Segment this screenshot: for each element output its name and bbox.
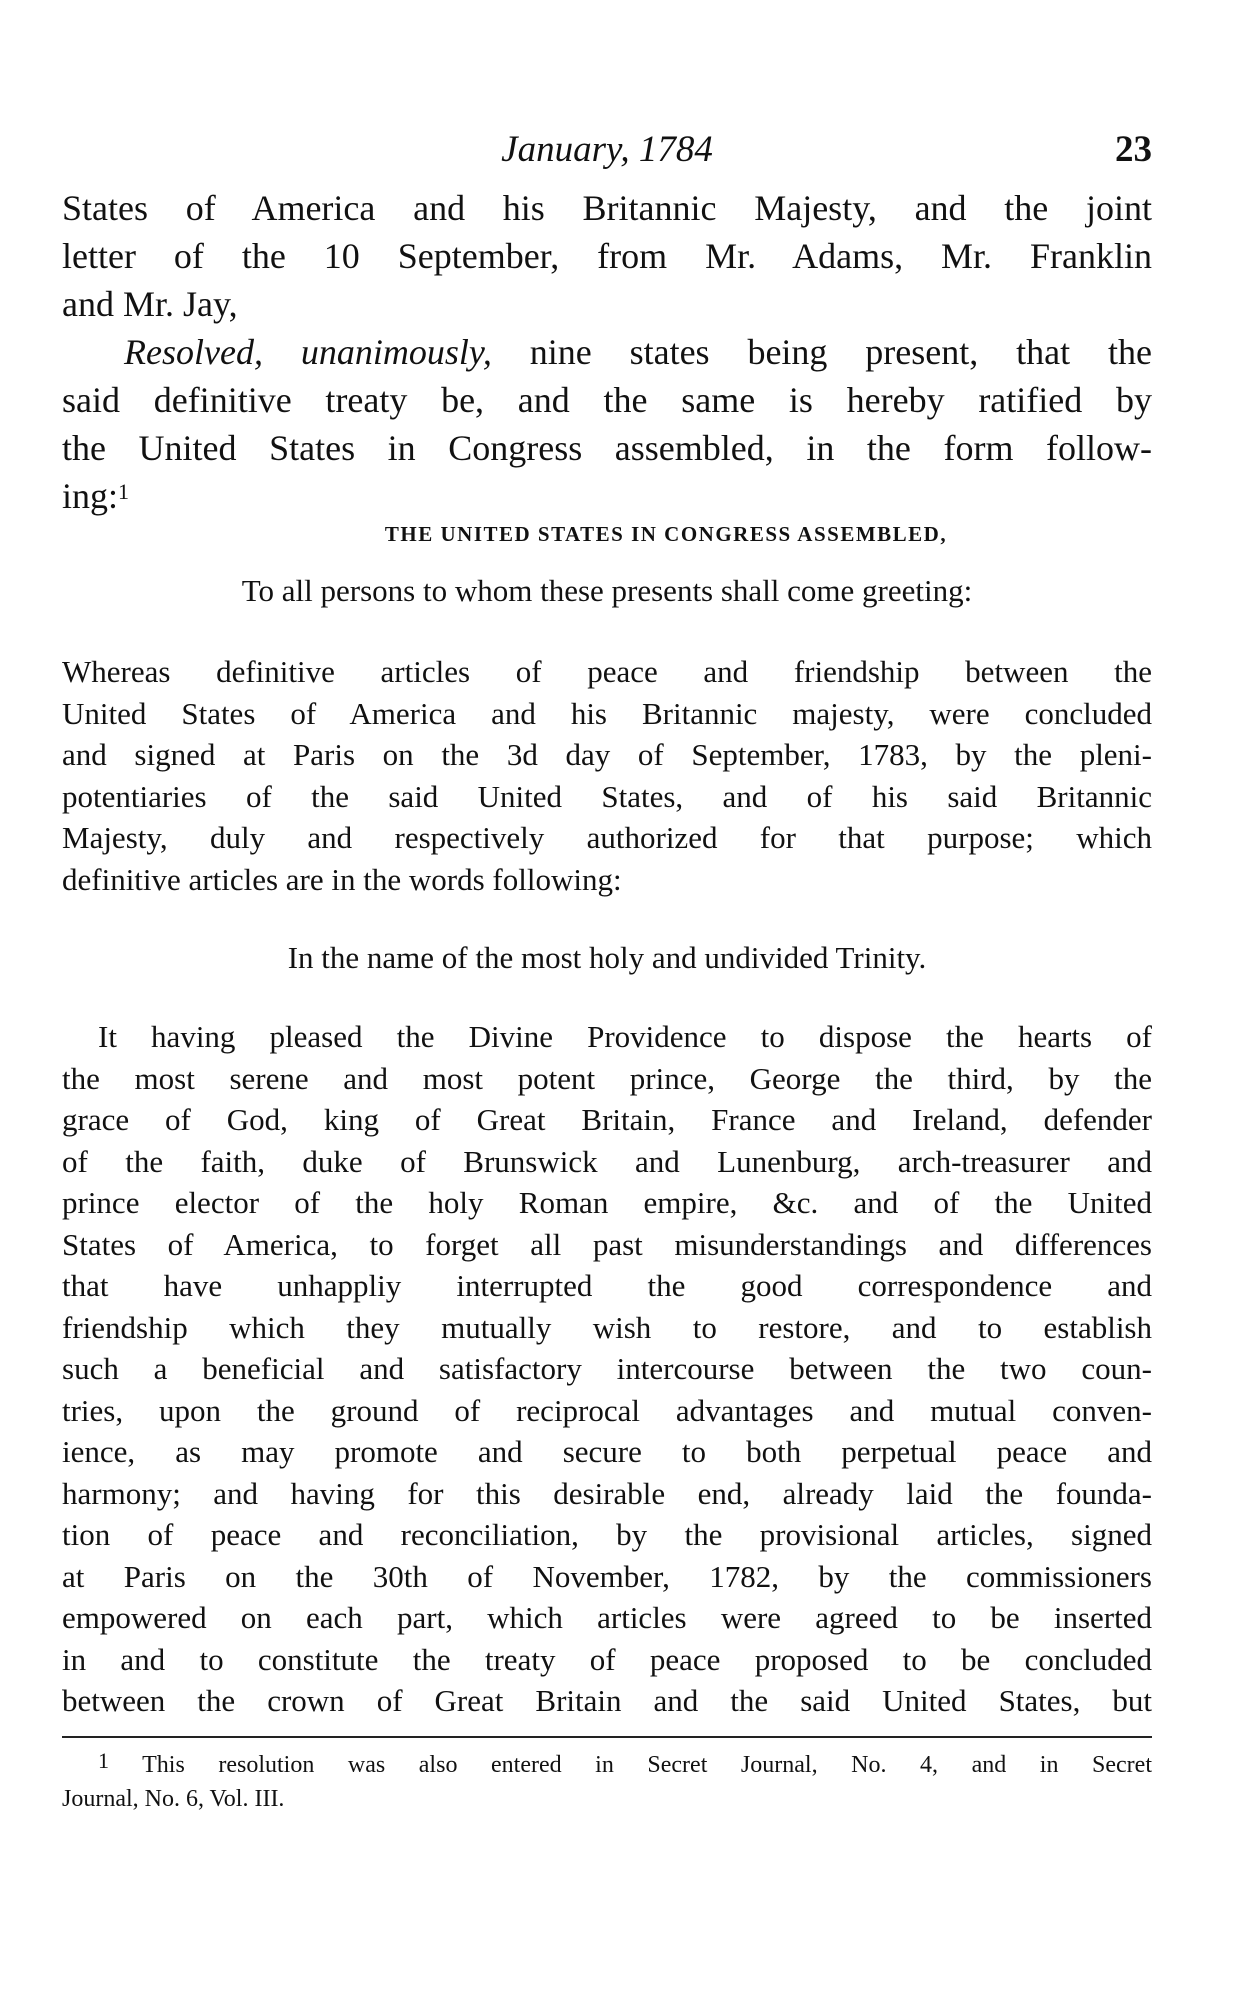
trinity-line: In the name of the most holy and undivided Trinity.: [287, 940, 927, 975]
treaty-line: that have unhappliy interrupted the good correspondence and: [62, 1268, 1152, 1303]
treaty-line: grace of God, king of Great Britain, France and Ireland, defender: [62, 1102, 1152, 1137]
page-number: 23: [1115, 129, 1152, 170]
resolution-line: [62, 328, 1152, 376]
whereas-line: United States of America and his Britannic majesty, were concluded: [62, 695, 1152, 731]
whereas-line: definitive articles are in the words following:: [62, 861, 622, 897]
footnote-reference: 1: [118, 479, 130, 504]
intro-line: States of America and his Britannic Majesty, and the joint: [62, 188, 1152, 228]
treaty-line: between the crown of Great Britain and the said United States, but: [62, 1683, 1152, 1718]
running-title: January, 1784: [501, 129, 713, 170]
footnote: [62, 1748, 1152, 1816]
treaty-line: tion of peace and reconciliation, by the provisional articles, signed: [62, 1517, 1152, 1552]
section-heading: THE UNITED STATES IN CONGRESS ASSEMBLED,: [384, 522, 948, 546]
whereas-line: Whereas definitive articles of peace and friendship between the: [62, 654, 1152, 689]
treaty-line: of the faith, duke of Brunswick and Lunenburg, arch-treasurer and: [62, 1143, 1152, 1179]
treaty-line: prince elector of the holy Roman empire, &c. and of the United: [62, 1185, 1152, 1220]
whereas-paragraph: [62, 651, 1152, 900]
unanimously-word: unanimously,: [300, 332, 492, 372]
intro-line: letter of the 10 September, from Mr. Adams, Mr. Franklin: [62, 236, 1152, 276]
footnote-line: [62, 1748, 1152, 1782]
whereas-line: potentiaries of the said United States, and of his said Britannic: [62, 778, 1152, 814]
footnote-rule: [62, 1736, 1152, 1738]
treaty-line: in and to constitute the treaty of peace proposed to be concluded: [62, 1641, 1152, 1677]
intro-paragraph: [62, 184, 1152, 328]
treaty-line: such a beneficial and satisfactory intercourse between the two coun-: [62, 1351, 1152, 1386]
treaty-line: the most serene and most potent prince, George the third, by the: [62, 1060, 1152, 1096]
resolution-line: said definitive treaty be, and the same is hereby ratified by: [62, 380, 1152, 420]
treaty-line: ience, as may promote and secure to both perpetual peace and: [62, 1434, 1152, 1469]
treaty-line: harmony; and having for this desirable end, already laid the founda-: [62, 1475, 1152, 1511]
resolution-line-text: ing:: [62, 476, 119, 516]
treaty-line: at Paris on the 30th of November, 1782, by the commissioners: [62, 1558, 1152, 1594]
treaty-line: friendship which they mutually wish to restore, and to establish: [62, 1309, 1152, 1345]
treaty-line: States of America, to forget all past misunderstandings and differences: [62, 1226, 1152, 1262]
resolution-paragraph: [62, 328, 1152, 520]
resolution-line: [62, 472, 1152, 520]
treaty-paragraph: [62, 1016, 1152, 1722]
running-head: [62, 128, 1152, 184]
intro-line: and Mr. Jay,: [62, 284, 238, 324]
resolution-line: the United States in Congress assembled, in the form follow-: [62, 428, 1152, 468]
footnote-text: This resolution was also entered in Secret Journal, No. 4, and in Secret: [109, 1751, 1152, 1778]
treaty-line: It having pleased the Divine Providence to dispose the hearts of: [98, 1019, 1152, 1054]
whereas-line: Majesty, duly and respectively authorized for that purpose; which: [62, 820, 1152, 855]
treaty-line: tries, upon the ground of reciprocal advantages and mutual conven-: [62, 1392, 1152, 1428]
footnote-marker: 1: [98, 1747, 109, 1773]
resolved-word: Resolved,: [124, 332, 263, 372]
whereas-line: and signed at Paris on the 3d day of September, 1783, by the pleni-: [62, 737, 1152, 772]
treaty-line: empowered on each part, which articles were agreed to be inserted: [62, 1600, 1152, 1635]
resolution-line-rest: nine states being present, that the: [491, 332, 1152, 372]
footnote-line: Journal, No. 6, Vol. III.: [62, 1785, 285, 1812]
greeting-line: To all persons to whom these presents shall come greeting:: [241, 573, 973, 608]
document-page: [62, 128, 1152, 1816]
